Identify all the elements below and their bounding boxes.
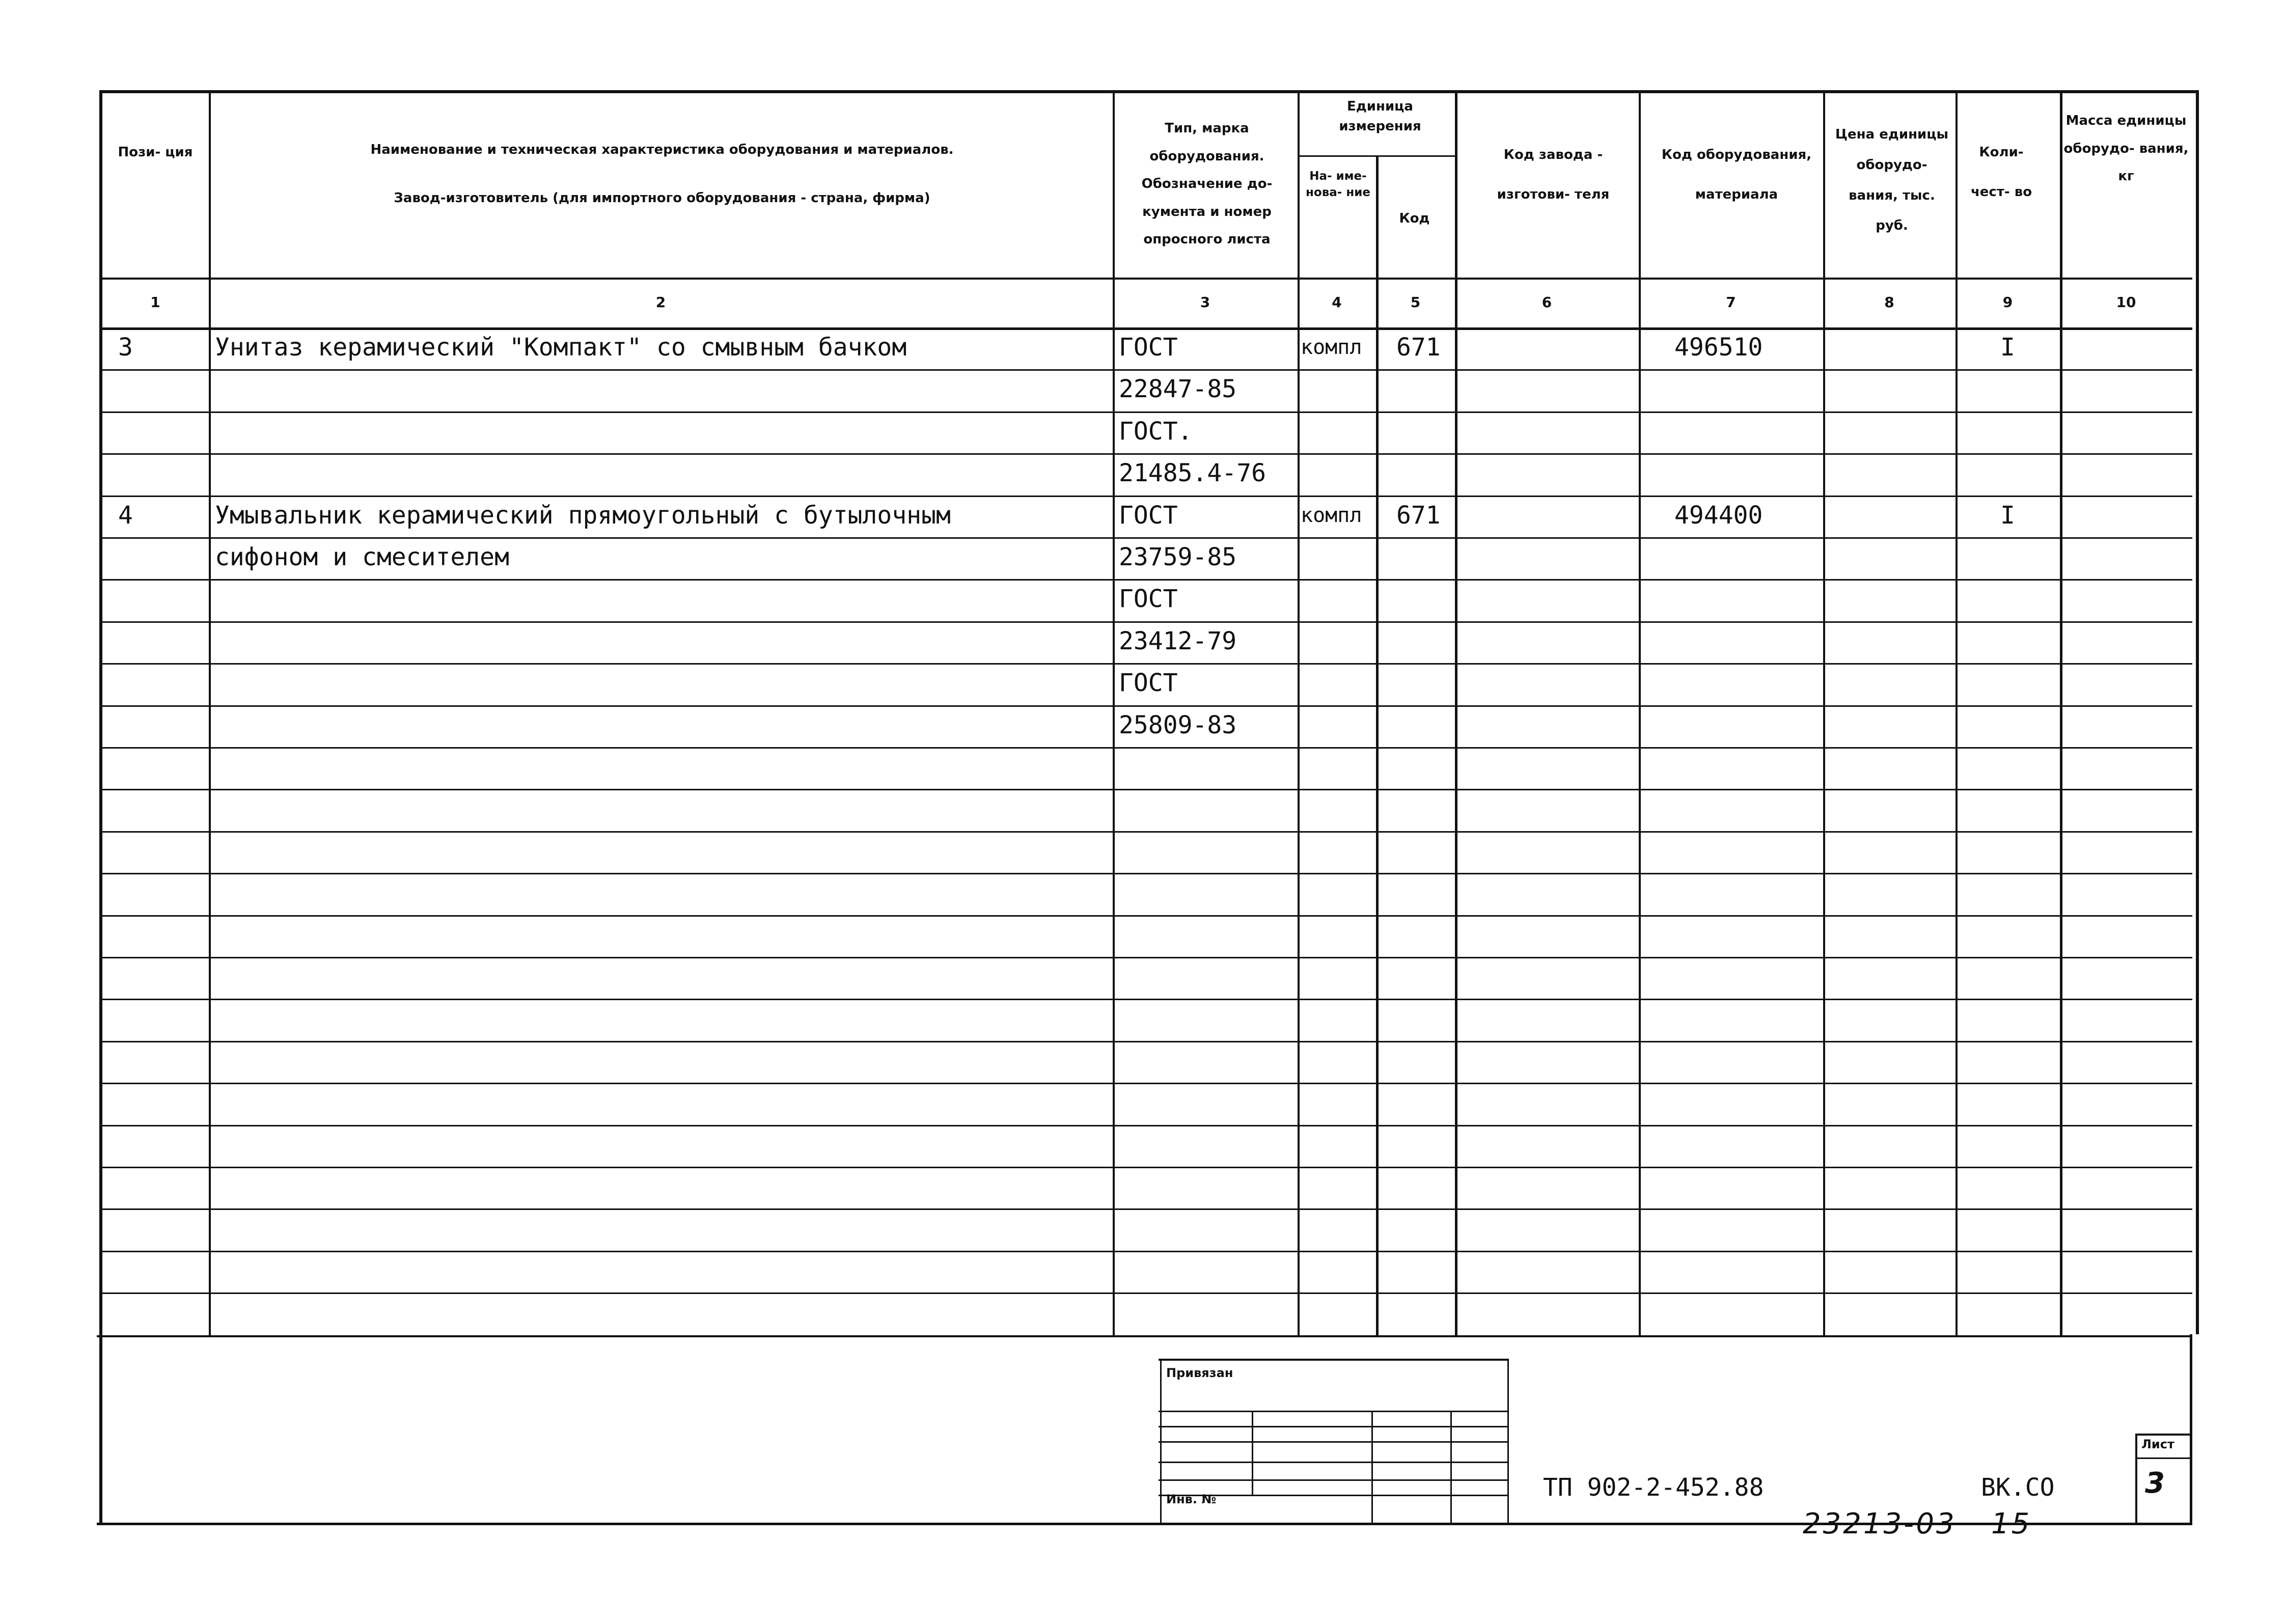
row-divider [102, 1167, 2192, 1168]
cell-doc: 23412-79 [1119, 626, 1237, 655]
rule-line [1507, 1359, 1509, 1523]
rule-line [2190, 1334, 2192, 1523]
row-divider [102, 957, 2192, 958]
rule-line [2060, 90, 2062, 1335]
cell-code: 671 [1396, 501, 1441, 530]
sheet-label: Лист [2141, 1437, 2174, 1451]
column-number: 6 [1541, 294, 1552, 311]
handwritten-page: 15 [1991, 1507, 2032, 1540]
row-divider [102, 831, 2192, 833]
cell-doc: ГОСТ [1119, 669, 1178, 698]
project-code: ТП 902-2-452.88 [1543, 1473, 1764, 1502]
cell-name: сифоном и смесителем [215, 543, 509, 571]
rule-line [2136, 1457, 2190, 1459]
header-factory-code: Код завода - изготови- теля [1497, 147, 1610, 202]
rule-line [97, 1335, 2192, 1337]
header-name-line1: Наименование и техническая характеристика оборудования и материалов. [370, 142, 954, 157]
cell-name: Унитаз керамический "Компакт" со смывным бачком [215, 333, 907, 362]
row-divider [102, 915, 2192, 917]
rule-line [1113, 90, 1115, 1335]
column-number: 5 [1410, 294, 1421, 311]
rule-line [2196, 90, 2199, 1334]
cell-unit: компл [1301, 503, 1362, 527]
inventory-label: Инв. № [1166, 1492, 1217, 1506]
row-divider [102, 1041, 2192, 1042]
row-divider [102, 1208, 2192, 1210]
header-type-doc: Тип, марка оборудования. Обозначение до- кумента и номер опросного листа [1141, 121, 1273, 247]
header-unit-code: Код [1399, 211, 1430, 226]
section-code: ВК.СО [1981, 1473, 2055, 1502]
rule-line [2135, 1434, 2137, 1523]
column-number: 3 [1200, 294, 1210, 311]
rule-line [1159, 1359, 1507, 1361]
cell-doc: ГОСТ [1119, 333, 1178, 362]
cell-qty: I [2000, 501, 2015, 530]
row-divider [102, 1125, 2192, 1126]
cell-name: Умывальник керамический прямоугольный с бутылочным [215, 501, 951, 530]
cell-doc: 22847-85 [1119, 375, 1237, 404]
header-unit-name: На- име- нова- ние [1306, 170, 1370, 200]
row-divider [102, 747, 2192, 749]
cell-pos: 3 [118, 333, 133, 362]
rule-line [209, 90, 211, 1335]
column-number: 4 [1332, 294, 1342, 311]
header-position: Пози- ция [118, 145, 193, 160]
row-divider [102, 873, 2192, 874]
cell-doc: ГОСТ [1119, 501, 1178, 530]
row-divider [102, 1083, 2192, 1084]
rule-line [1956, 90, 1958, 1335]
column-number: 10 [2116, 294, 2136, 311]
cell-unit: компл [1301, 336, 1362, 359]
rule-line [1159, 1441, 1507, 1443]
row-divider [102, 1292, 2192, 1294]
rule-line [1159, 1411, 1507, 1412]
column-number: 9 [2002, 294, 2013, 311]
rule-line [1252, 1411, 1253, 1495]
cell-eqcode: 494400 [1674, 501, 1763, 530]
sheet-number: 3 [2145, 1467, 2167, 1500]
handwritten-archive-number: 23213-03 [1803, 1507, 1957, 1540]
header-name-line2: Завод-изготовитель (для импортного оборудования - страна, фирма) [394, 190, 930, 206]
cell-eqcode: 496510 [1674, 333, 1763, 362]
rule-line [1455, 90, 1457, 1335]
header-equipment-code: Код оборудования, материала [1661, 147, 1812, 202]
cell-doc: ГОСТ. [1119, 417, 1193, 446]
rule-line [1298, 90, 1300, 1335]
row-divider [102, 999, 2192, 1000]
cell-pos: 4 [118, 501, 133, 530]
cell-doc: ГОСТ [1119, 585, 1178, 614]
rule-line [1376, 155, 1379, 1335]
rule-line [99, 90, 2199, 93]
header-mass: Масса единицы оборудо- вания, кг [2063, 113, 2189, 184]
column-number: 8 [1884, 294, 1894, 311]
rule-line [1159, 1462, 1507, 1463]
rule-line [1160, 1359, 1162, 1523]
header-quantity: Коли- чест- во [1970, 145, 2032, 200]
cell-doc: 25809-83 [1119, 710, 1237, 739]
row-divider [102, 1251, 2192, 1252]
cell-doc: 21485.4-76 [1119, 459, 1266, 488]
rule-line [1159, 1426, 1507, 1427]
rule-line [1823, 90, 1825, 1335]
rule-line [2136, 1434, 2190, 1436]
rule-line [1371, 1411, 1373, 1523]
rule-line [1639, 90, 1641, 1335]
rule-line [1450, 1411, 1452, 1523]
header-price: Цена единицы оборудо- вания, тыс. руб. [1835, 127, 1949, 234]
cell-doc: 23759-85 [1119, 543, 1237, 571]
cell-qty: I [2000, 333, 2015, 362]
column-number: 2 [655, 294, 666, 311]
column-number: 7 [1726, 294, 1736, 311]
column-number: 1 [150, 294, 160, 311]
row-divider [102, 789, 2192, 790]
bound-label: Привязан [1166, 1366, 1233, 1380]
rule-line [1159, 1479, 1507, 1481]
cell-code: 671 [1396, 333, 1441, 362]
header-unit-group: Единица измерения [1339, 99, 1421, 134]
